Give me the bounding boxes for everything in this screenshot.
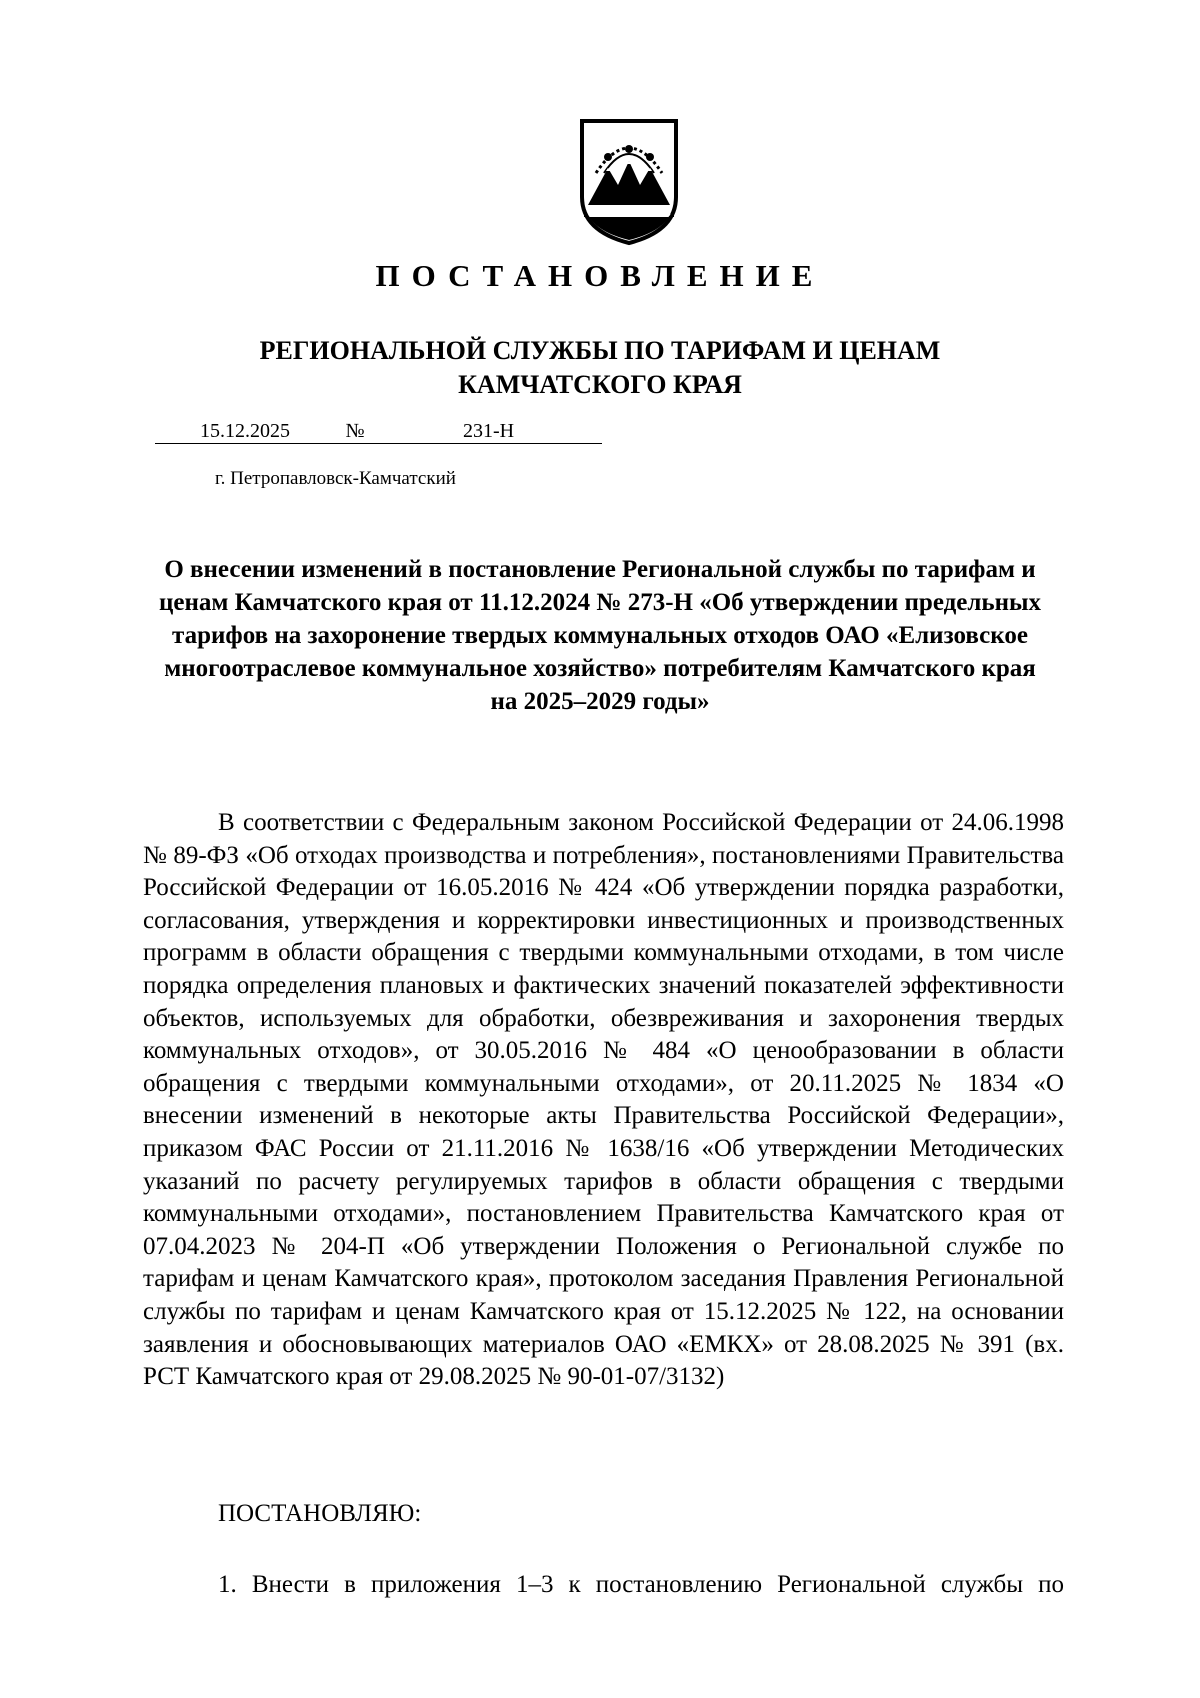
document-meta bbox=[155, 419, 602, 444]
agency-line-2: КАМЧАТСКОГО КРАЯ bbox=[458, 370, 742, 399]
document-date: 15.12.2025 bbox=[155, 419, 335, 444]
number-label: № bbox=[335, 419, 375, 444]
agency-line-1: РЕГИОНАЛЬНОЙ СЛУЖБЫ ПО ТАРИФАМ И ЦЕНАМ bbox=[259, 336, 941, 365]
resolution-item-1: 1. Внести в приложения 1–3 к постановлению Региональной службы по bbox=[218, 1571, 1064, 1598]
document-type-title: ПОСТАНОВЛЕНИЕ bbox=[375, 258, 825, 293]
resolve-heading: ПОСТАНОВЛЯЮ: bbox=[218, 1500, 422, 1527]
issuing-agency bbox=[0, 334, 1200, 402]
document-subject: О внесении изменений в постановление Региональной службы по тарифам и ценам Камчатского края от 11.12.2024 № 273-Н «Об утверждении предельных тарифов на захоронение твердых коммунальных отходов ОАО «Елизовское многоотраслевое коммунальное хозяйство» потребителям Камчатского края на 2025–2029 годы» bbox=[158, 556, 1042, 715]
document-number: 231-Н bbox=[375, 419, 602, 444]
preamble-paragraph: В соответствии с Федеральным законом Российской Федерации от 24.06.1998 № 89-ФЗ «Об отходах производства и потребления», постановлениями Правительства Российской Федерации от 16.05.2016 № 424 «Об утверждении порядка разработки, согласования, утверждения и корректировки инвестиционных и производственных программ в области обращения с твердыми коммунальными отходами, в том числе порядка определения плановых и фактических значений показателей эффективности объектов, используемых для обработки, обезвреживания и захоронения твердых коммунальных отходов», от 30.05.2016 № 484 «О ценообразовании в области обращения с твердыми коммунальными отходами», от 20.11.2025 № 1834 «О внесении изменений в некоторые акты Правительства Российской Федерации», приказом ФАС России от 21.11.2016 № 1638/16 «Об утверждении Методических указаний по расчету регулируемых тарифов в области обращения с твердыми коммунальными отходами», постановлением Правительства Камчатского края от 07.04.2023 № 204-П «Об утверждении Положения о Региональной службе по тарифам и ценам Камчатского края», протоколом заседания Правления Региональной службы по тарифам и ценам Камчатского края от 15.12.2025 № 122, на основании заявления и обосновывающих материалов ОАО «ЕМКХ» от 28.08.2025 № 391 (вх. РСТ Камчатского края от 29.08.2025 № 90-01-07/3132) bbox=[143, 809, 1064, 1391]
document-city: г. Петропавловск-Камчатский bbox=[215, 468, 456, 489]
kamchatka-coat-of-arms-icon bbox=[574, 113, 684, 247]
